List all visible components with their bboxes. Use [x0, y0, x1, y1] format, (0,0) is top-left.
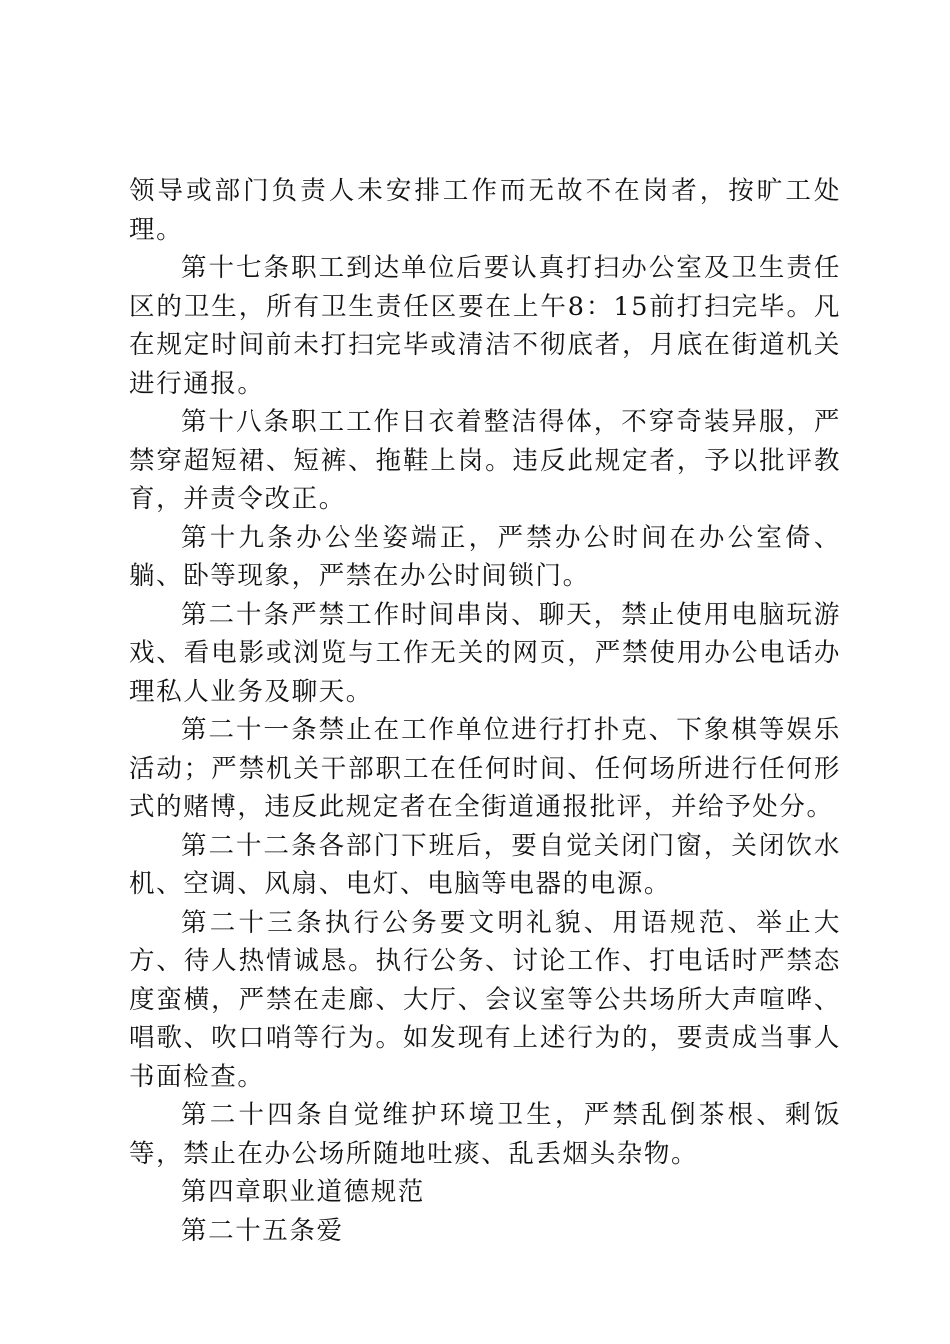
article-20: 第二十条严禁工作时间串岗、聊天，禁止使用电脑玩游戏、看电影或浏览与工作无关的网页，严禁使用办公电话办理私人业务及聊天。: [129, 599, 841, 707]
article-19: 第十九条办公坐姿端正，严禁办公时间在办公室倚、躺、卧等现象，严禁在办公时间锁门。: [129, 522, 841, 591]
chapter-heading: 第四章职业道德规范: [181, 1177, 425, 1207]
paragraph-continuation: 领导或部门负责人未安排工作而无故不在岗者，按旷工处理。: [129, 176, 841, 245]
document-body: [129, 172, 841, 1250]
article-17: 第十七条职工到达单位后要认真打扫办公室及卫生责任区的卫生，所有卫生责任区要在上午8：15前打扫完毕。凡在规定时间前未打扫完毕或清洁不彻底者，月底在街道机关进行通报。: [129, 253, 841, 399]
article-23: 第二十三条执行公务要文明礼貌、用语规范、举止大方、待人热情诚恳。执行公务、讨论工作、打电话时严禁态度蛮横，严禁在走廊、大厅、会议室等公共场所大声喧哗、唱歌、吹口哨等行为。如发现有上述行为的，要责成当事人书面检查。: [129, 907, 841, 1092]
article-21: 第二十一条禁止在工作单位进行打扑克、下象棋等娱乐活动；严禁机关干部职工在任何时间、任何场所进行任何形式的赌博，违反此规定者在全街道通报批评，并给予处分。: [129, 715, 841, 822]
article-18: 第十八条职工工作日衣着整洁得体，不穿奇装异服，严禁穿超短裙、短裤、拖鞋上岗。违反此规定者，予以批评教育，并责令改正。: [129, 407, 841, 514]
article-25-fragment: 第二十五条爱: [181, 1215, 344, 1246]
article-22: 第二十二条各部门下班后，要自觉关闭门窗，关闭饮水机、空调、风扇、电灯、电脑等电器的电源。: [129, 830, 841, 899]
article-24: 第二十四条自觉维护环境卫生，严禁乱倒茶根、剩饭等，禁止在办公场所随地吐痰、乱丢烟头杂物。: [129, 1100, 841, 1169]
